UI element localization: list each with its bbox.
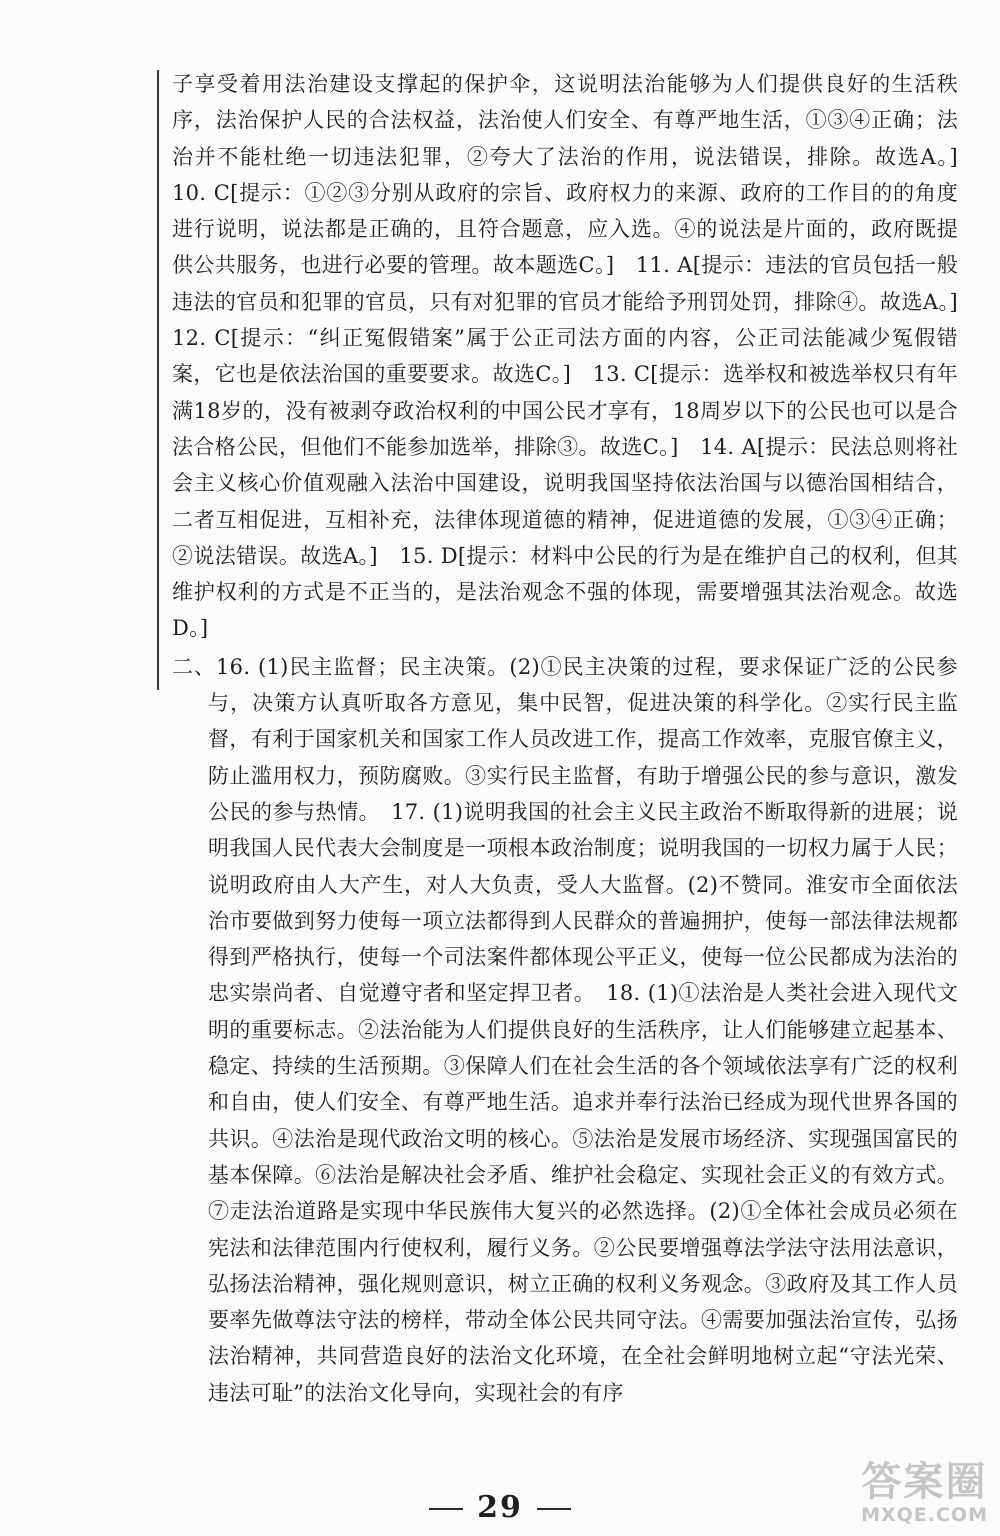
left-margin-rule bbox=[157, 70, 159, 690]
footer-left-dash bbox=[429, 1508, 463, 1510]
watermark-site: MXQE.COM bbox=[861, 1504, 988, 1526]
answer-paragraph-section-two: 二、16. (1)民主监督；民主决策。(2)①民主决策的过程，要求保证广泛的公民参与，决策方认真听取各方意见，集中民智，促进决策的科学化。②实行民主监督，有利于国家机关和国家工作人员改进工作，提高工作效率，克服官僚主义，防止滥用权力，预防腐败。③实行民主监督，有助于增强公民的参与意识，激发公民的参与热情。 17. (1)说明我国的社会主义民主政治不断取得新的进展；说明我国人民代表大会制度是一项根本政治制度；说明我国的一切权力属于人民；说明政府由人大产生，对人大负责，受人大监督。(2)不赞同。淮安市全面依法治市要做到努力使每一项立法都得到人民群众的普遍拥护，使每一部法律法规都得到严格执行，使每一个司法案件都体现公平正义，使每一位公民都成为法治的忠实崇尚者、自觉遵守者和坚定捍卫者。 18. (1)①法治是人类社会进入现代文明的重要标志。②法治能为人们提供良好的生活秩序，让人们能够建立起基本、稳定、持续的生活预期。③保障人们在社会生活的各个领域依法享有广泛的权利和自由，使人们安全、有尊严地生活。追求并奉行法治已经成为现代世界各国的共识。④法治是现代政治文明的核心。⑤法治是发展市场经济、实现强国富民的基本保障。⑥法治是解决社会矛盾、维护社会稳定、实现社会正义的有效方式。⑦走法治道路是实现中华民族伟大复兴的必然选择。(2)①全体社会成员必须在宪法和法律范围内行使权利，履行义务。②公民要增强尊法学法守法用法意识，弘扬法治精神，强化规则意识，树立正确的权利义务观念。③政府及其工作人员要率先做尊法守法的榜样，带动全体公民共同守法。④需要加强法治宣传，弘扬法治精神，共同营造良好的法治文化环境，在全社会鲜明地树立起“守法光荣、违法可耻”的法治文化导向，实现社会的有序 bbox=[172, 654, 958, 1405]
footer-right-dash bbox=[537, 1508, 571, 1510]
page-number: 29 bbox=[477, 1490, 523, 1525]
page-footer bbox=[0, 1490, 1000, 1525]
answer-paragraph-choice-questions: 子享受着用法治建设支撑起的保护伞，这说明法治能够为人们提供良好的生活秩序，法治保护人民的合法权益，法治使人们安全、有尊严地生活，①③④正确；法治并不能杜绝一切违法犯罪，②夸大了法治的作用，说法错误，排除。故选A。] 10. C[提示：①②③分别从政府的宗旨、政府权力的来源、政府的工作目的的角度进行说明，说法都是正确的，且符合题意，应入选。④的说法是片面的，政府既提供公共服务，也进行必要的管理。故本题选C。] 11. A[提示：违法的官员包括一般违法的官员和犯罪的官员，只有对犯罪的官员才能给予刑罚处罚，排除④。故选A。] 12. C[提示：“纠正冤假错案”属于公正司法方面的内容，公正司法能减少冤假错案，它也是依法治国的重要要求。故选C。] 13. C[提示：选举权和被选举权只有年满18岁的，没有被剥夺政治权利的中国公民才享有，18周岁以下的公民也可以是合法合格公民，但他们不能参加选举，排除③。故选C。] 14. A[提示：民法总则将社会主义核心价值观融入法治中国建设，说明我国坚持依法治国与以德治国相结合，二者互相促进，互相补充，法律体现道德的精神，促进道德的发展，①③④正确；②说法错误。故选A。] 15. D[提示：材料中公民的行为是在维护自己的权利，但其维护权利的方式是不正当的，是法治观念不强的体现，需要增强其法治观念。故选D。] bbox=[172, 72, 980, 641]
answer-text-body bbox=[172, 66, 980, 1411]
watermark-logo bbox=[861, 1460, 988, 1526]
watermark-logo-text: 答案圈 bbox=[861, 1459, 988, 1505]
